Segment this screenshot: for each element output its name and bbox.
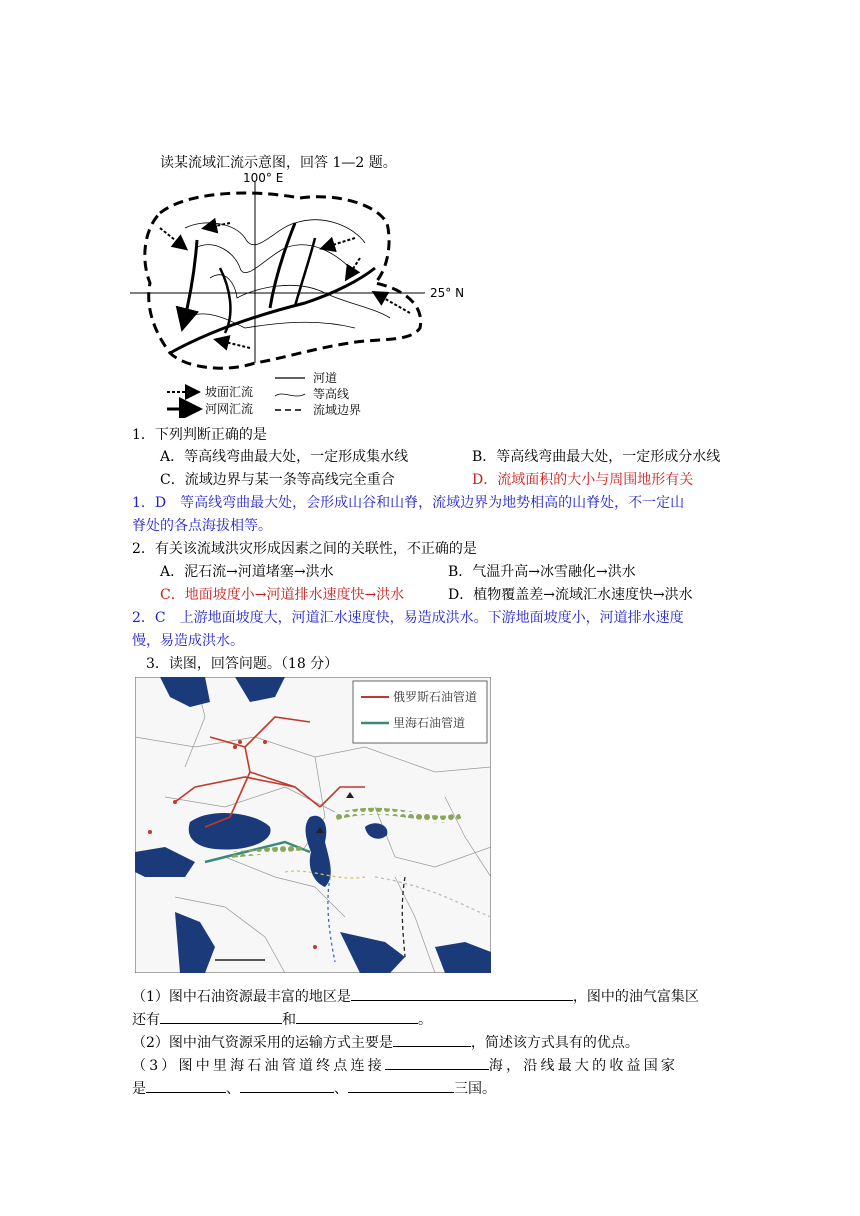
contour-line <box>185 220 365 245</box>
contour-line <box>185 314 355 328</box>
basin-diagram <box>125 168 485 418</box>
q3-p2-text-a: （2）图中油气资源采用的运输方式主要是 <box>132 1035 393 1051</box>
q2-option-d: D．植物覆盖差→流域汇水速度快→洪水 <box>448 587 693 603</box>
q3-stem: 3．读图，回答问题。（18 分） <box>146 656 339 672</box>
q3-p3-text-d: 、 <box>226 1081 240 1097</box>
pipeline-map <box>135 677 491 973</box>
basin-boundary <box>145 193 421 368</box>
q1-stem: 1．下列判断正确的是 <box>132 427 267 443</box>
contour-line <box>195 245 350 273</box>
slope-flow-arrow <box>347 258 360 278</box>
q2-answer-line1: 2．C 上游地面坡度大，河道汇水速度快，易造成洪水。下游地面坡度小，河道排水速度 <box>132 610 684 626</box>
q2-option-a: A．泥石流→河道堵塞→洪水 <box>160 564 334 580</box>
intro-text: 读某流域汇流示意图，回答 1—2 题。 <box>160 155 397 171</box>
river-branch <box>270 223 295 308</box>
q3-part1-line1 <box>132 986 699 1006</box>
legend-contour-symbol <box>275 394 305 396</box>
slope-flow-arrow <box>217 340 250 348</box>
river-branch <box>220 268 230 333</box>
legend-contour: 等高线 <box>313 387 350 401</box>
q2-option-c: C．地面坡度小→河道排水速度快→洪水 <box>160 587 405 603</box>
answer-blank-country-3[interactable] <box>348 1078 454 1093</box>
q1-answer-line1: 1．D 等高线弯曲最大处，会形成山谷和山脊，流域边界为地势相高的山脊处，不一定山 <box>132 495 685 511</box>
q3-p3-text-c: 是 <box>132 1081 146 1097</box>
q1-option-a: A．等高线弯曲最大处，一定形成集水线 <box>160 449 409 465</box>
legend-river: 河道 <box>313 371 338 385</box>
q2-option-b: B．气温升高→冰雪融化→洪水 <box>448 564 636 580</box>
lat-label: 25° N <box>430 286 465 300</box>
contour-line <box>210 275 390 318</box>
q3-p1-text-a: （1）图中石油资源最丰富的地区是 <box>132 989 351 1005</box>
q3-p1-text-d: 和 <box>282 1012 296 1028</box>
legend-caspian-pipeline: 里海石油管道 <box>393 716 466 730</box>
main-river <box>170 268 375 353</box>
q3-p1-text-b: ，图中的油气富集区 <box>572 989 699 1005</box>
q3-p1-text-c: 还有 <box>132 1012 160 1028</box>
answer-blank-sea[interactable] <box>385 1055 489 1070</box>
answer-blank-country-2[interactable] <box>240 1078 334 1093</box>
q3-p3-text-a: （3）图中里海石油管道终点连接 <box>132 1058 385 1074</box>
q3-p3-text-b: 海，沿线最大的收益国家 <box>488 1058 679 1074</box>
q3-part1-line2 <box>132 1009 432 1029</box>
lon-label: 100° E <box>243 171 284 185</box>
river-branch <box>295 238 315 306</box>
q3-p1-text-e: 。 <box>418 1012 432 1028</box>
answer-blank-oil-area-2[interactable] <box>296 1009 418 1024</box>
legend-boundary: 流域边界 <box>313 403 362 417</box>
slope-flow-arrow <box>323 238 355 248</box>
river-branch <box>183 240 197 326</box>
q1-option-b: B．等高线弯曲最大处，一定形成分水线 <box>472 449 721 465</box>
legend-network-flow: 河网汇流 <box>205 402 254 416</box>
slope-flow-arrow <box>160 228 185 248</box>
legend-russia-pipeline: 俄罗斯石油管道 <box>393 690 478 704</box>
answer-blank-transport[interactable] <box>393 1032 471 1047</box>
legend-slope-flow: 坡面汇流 <box>205 385 254 399</box>
q3-part3-line1 <box>132 1055 678 1075</box>
q3-p3-text-e: 、 <box>334 1081 348 1097</box>
q2-stem: 2．有关该流域洪灾形成因素之间的关联性，不正确的是 <box>132 541 477 557</box>
q1-answer-line2: 脊处的各点海拔相等。 <box>132 518 272 534</box>
q3-part3-line2 <box>132 1078 496 1098</box>
answer-blank-richest-region[interactable] <box>351 986 573 1001</box>
q3-p2-text-b: ，简述该方式具有的优点。 <box>470 1035 639 1051</box>
q1-option-c: C．流域边界与某一条等高线完全重合 <box>160 472 395 488</box>
q2-answer-line2: 慢，易造成洪水。 <box>132 633 244 649</box>
answer-blank-oil-area-1[interactable] <box>160 1009 282 1024</box>
q3-part2 <box>132 1032 639 1052</box>
q3-p3-text-f: 三国。 <box>454 1081 496 1097</box>
q1-option-d: D．流域面积的大小与周围地形有关 <box>472 472 694 488</box>
answer-blank-country-1[interactable] <box>146 1078 226 1093</box>
slope-flow-arrow <box>375 293 410 313</box>
